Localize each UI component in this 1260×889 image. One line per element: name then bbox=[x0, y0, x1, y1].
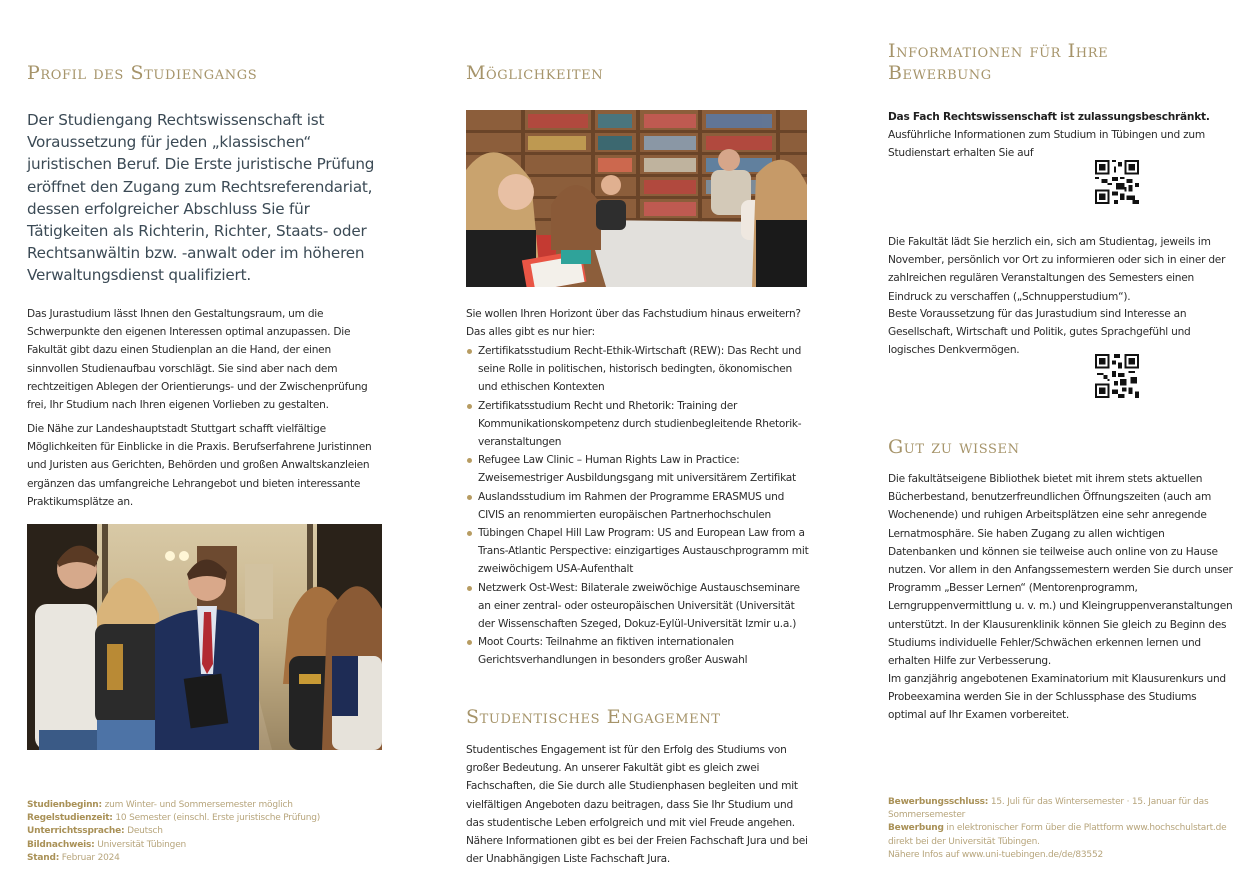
qr-code-studium-icon bbox=[1095, 160, 1139, 204]
fact-stand: Stand: Februar 2024 bbox=[27, 852, 120, 863]
heading-gut-zu-wissen: Gut zu wissen bbox=[888, 436, 1020, 458]
qr-code-icon[interactable] bbox=[1095, 160, 1139, 204]
lead-paragraph: Der Studiengang Rechtswissenschaft ist Voraussetzung für jeden „klassischen“ juristischen Beruf. Die Erste juristische Prüfung eröffnet den Zugang zum Rechtsreferendariat, dessen erfolgreicher Abschluss Sie für Tätigkeiten als Richterin, Richter, Staats- oder Rechtsanwältin bzw. -anwalt oder im höheren Verwaltungsdienst qualifiziert. bbox=[27, 111, 375, 285]
fact-naehere-infos: Nähere Infos auf www.uni-tuebingen.de/de/83552 bbox=[888, 849, 1103, 860]
fact-regelstudienzeit: Regelstudienzeit: 10 Semester (einschl. Erste juristische Prüfung) bbox=[27, 813, 321, 824]
list-item: Netzwerk Ost-West: Bilaterale zweiwöchige Austauschseminare an einer zentral- oder osteuropäischen Universität (Universität der Wissenschaften Szeged, Dokuz-Eylül-Universität Izmir u.a.) bbox=[466, 579, 811, 634]
voraussetzung-paragraph: Beste Voraussetzung für das Jurastudium sind Interesse an Gesellschaft, Wirtschaft und Politik, gutes Sprachgefühl und logisches Denkvermögen. bbox=[888, 308, 1191, 357]
paragraph-gestaltung: Das Jurastudium lässt Ihnen den Gestaltungsraum, um die Schwerpunkte den eigenen Interessen optimal anzupassen. Die Fakultät gibt dazu einen Studienplan an die Hand, der einen sinnvollen Studienaufbau vorschlägt. Sie sind aber nach dem rechtzeitigen Ablegen der Orientierungs- und der Zwischenprüfung frei, Ihr Studium nach Ihren eigenen Vorlieben zu gestalten. bbox=[27, 308, 368, 412]
moeglichkeiten-intro: Sie wollen Ihren Horizont über das Fachstudium hinaus erweitern? Das alles gibt es nur hier: bbox=[466, 308, 801, 339]
photo-library-group bbox=[466, 110, 807, 287]
examinatorium-paragraph: Im ganzjährig angebotenen Examinatorium mit Klausurenkurs und Probeexamina werden Sie in der Schlussphase des Studiums optimal auf Ihr Examen vorbereitet. bbox=[888, 673, 1226, 722]
qr-code-studientag-icon bbox=[1095, 354, 1139, 398]
hallway-photo-illustration bbox=[27, 524, 382, 750]
list-item: Tübingen Chapel Hill Law Program: US and European Law from a Trans-Atlantic Perspective: einzigartiges Austauschprogramm mit zweiwöchigem USA-Aufenthalt bbox=[466, 524, 811, 579]
paragraph-stuttgart: Die Nähe zur Landeshauptstadt Stuttgart schafft vielfältige Möglichkeiten für Einblicke in die Praxis. Berufserfahrene Juristinnen und Juristen aus Gerichten, Behörden und großen Anwaltskanzleien ergänzen das umfangreiche Lehrangebot und bieten interessante Praktikumsplätze an. bbox=[27, 423, 372, 508]
fact-unterrichtssprache: Unterrichtssprache: Deutsch bbox=[27, 826, 163, 837]
heading-profil: Profil des Studiengangs bbox=[27, 62, 258, 84]
qr-code-icon[interactable] bbox=[1095, 354, 1139, 398]
bibliothek-paragraph: Die fakultätseigene Bibliothek bietet mit ihrem stets aktuellen Bücherbestand, benutzerfreundlichen Öffnungszeiten (auch am Wochenende) und ruhigen Arbeitsplätzen eine sehr anregende Lernatmosphäre. Sie haben Zugang zu allen wichtigen Datenbanken und können sie teilweise auch online von zu Hause nutzen. Vor allem in den Anfangssemestern werden Sie durch unser Programm „Besser Lernen“ (Mentorenprogramm, Lerngruppenvermittlung u. v. m.) und Kleingruppenveranstaltungen unterstützt. In der Klausurenklinik können Sie gleich zu Beginn des Studiums individuelle Fehler/Schwächen erkennen lernen und erhalten Hilfe zur Verbesserung. bbox=[888, 473, 1233, 668]
opportunities-list bbox=[466, 342, 811, 670]
list-item: Auslandsstudium im Rahmen der Programme ERASMUS und CIVIS an renommierten europäischen Partnerhochschulen bbox=[466, 488, 811, 524]
fact-studienbeginn: Studienbeginn: zum Winter- und Sommersemester möglich bbox=[27, 800, 293, 810]
fact-bewerbungsschluss: Bewerbungsschluss: 15. Juli für das Wintersemester · 15. Januar für das Sommersemester bbox=[888, 797, 1209, 821]
fact-bildnachweis: Bildnachweis: Universität Tübingen bbox=[27, 839, 187, 850]
study-facts bbox=[27, 799, 407, 865]
studientag-paragraph: Die Fakultät lädt Sie herzlich ein, sich am Studientag, jeweils im November, persönlich vor Ort zu informieren oder sich in einer der zahlreichen regulären Veranstaltungen des Semesters einen Eindruck zu verschaffen („Schnupperstudium“). bbox=[888, 236, 1226, 303]
info-paragraph: Ausführliche Informationen zum Studium in Tübingen und zum Studienstart erhalten Sie auf bbox=[888, 129, 1205, 160]
library-photo-illustration bbox=[466, 110, 807, 287]
list-item: Refugee Law Clinic – Human Rights Law in Practice: Zweisemestriger Ausbildungsgang mit universitärem Zertifikat bbox=[466, 451, 811, 487]
list-item: Moot Courts: Teilnahme an fiktiven internationalen Gerichtsverhandlungen in besonders großer Auswahl bbox=[466, 633, 811, 669]
list-item: Zertifikatsstudium Recht-Ethik-Wirtschaft (REW): Das Recht und seine Rolle in politischen, historisch bedingten, ökonomischen und ethischen Kontexten bbox=[466, 342, 811, 397]
photo-hallway-conversation bbox=[27, 524, 382, 750]
fact-bewerbung: Bewerbung in elektronischer Form über die Plattform www.hochschulstart.de direkt bei der Universität Tübingen. bbox=[888, 823, 1227, 847]
heading-studentisches-engagement: Studentisches Engagement bbox=[466, 706, 721, 728]
heading-informationen-bewerbung: Informationen für Ihre Bewerbung bbox=[888, 40, 1109, 84]
heading-moeglichkeiten: Möglichkeiten bbox=[466, 62, 604, 84]
application-facts bbox=[888, 796, 1233, 862]
zulassung-notice: Das Fach Rechtswissenschaft ist zulassungsbeschränkt. bbox=[888, 111, 1210, 123]
engagement-paragraph: Studentisches Engagement ist für den Erfolg des Studiums von großer Bedeutung. An unserer Fakultät gibt es gleich zwei Fachschaften, die Sie durch alle Studienphasen begleiten und mit vielfältigen Angeboten dazu beitragen, dass Sie Ihr Studium und das studentische Leben erfolgreich und mit viel Freude angehen. Nähere Informationen gibt es bei der Freien Fachschaft Jura und bei der Unabhängigen Liste Fachschaft Jura. bbox=[466, 744, 808, 866]
list-item: Zertifikatsstudium Recht und Rhetorik: Training der Kommunikationskompetenz durch studienbegleitende Rhetorik- veranstaltungen bbox=[466, 397, 811, 452]
